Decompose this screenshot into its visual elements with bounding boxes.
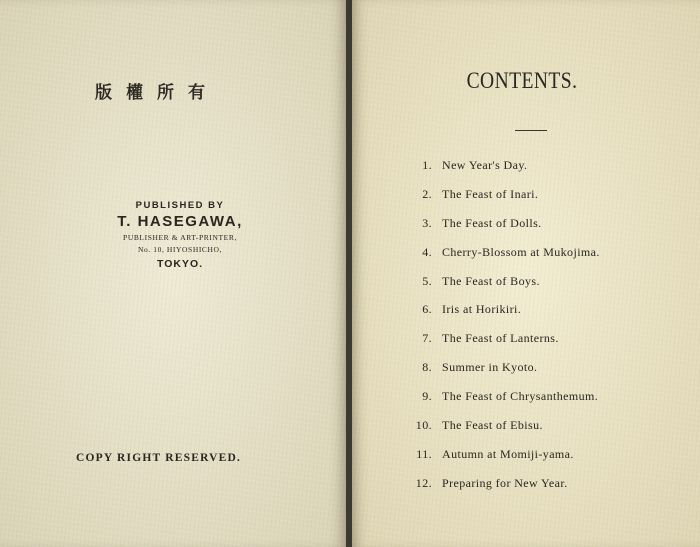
publisher-address: No. 10, HIYOSHICHO, xyxy=(137,245,223,254)
toc-entry xyxy=(407,360,697,389)
toc-entry xyxy=(407,389,697,418)
toc-entry xyxy=(407,158,697,187)
toc-entry-title: The Feast of Boys. xyxy=(442,273,540,288)
toc-entry xyxy=(407,476,697,505)
toc-entry xyxy=(407,245,697,274)
title-divider xyxy=(515,130,547,131)
table-of-contents xyxy=(407,158,697,505)
toc-entry xyxy=(407,187,697,216)
toc-entry-number: 3. xyxy=(422,215,432,230)
toc-entry-title: New Year's Day. xyxy=(442,158,528,172)
toc-entry-title: The Feast of Chrysanthemum. xyxy=(442,389,599,404)
toc-entry-title: Autumn at Momiji-yama. xyxy=(442,446,574,461)
toc-entry xyxy=(407,302,697,331)
publisher-block xyxy=(80,200,280,270)
toc-entry-number: 6. xyxy=(422,302,432,317)
toc-entry-number: 8. xyxy=(422,360,432,375)
toc-entry xyxy=(407,447,697,476)
copyright-japanese: 版權所有 xyxy=(95,83,219,103)
copyright-page xyxy=(0,0,346,547)
contents-page xyxy=(352,0,700,547)
contents-title: CONTENTS. xyxy=(466,68,578,93)
toc-entry-number: 5. xyxy=(422,273,432,288)
toc-entry-number: 1. xyxy=(422,158,432,172)
toc-entry-title: Cherry-Blossom at Mukojima. xyxy=(442,244,600,259)
toc-entry xyxy=(407,418,697,447)
toc-entry-title: Preparing for New Year. xyxy=(442,475,568,490)
copyright-notice: COPY RIGHT RESERVED. xyxy=(76,452,242,464)
toc-entry-number: 9. xyxy=(422,389,432,404)
toc-entry-title: The Feast of Dolls. xyxy=(442,215,542,230)
toc-entry-title: The Feast of Ebisu. xyxy=(442,418,543,433)
publisher-role: PUBLISHER & ART-PRINTER, xyxy=(123,233,237,242)
publisher-city: TOKYO. xyxy=(156,258,204,270)
toc-entry-title: Iris at Horikiri. xyxy=(442,302,522,317)
toc-entry xyxy=(407,331,697,360)
publisher-name: T. HASEGAWA, xyxy=(117,213,243,230)
toc-entry-title: Summer in Kyoto. xyxy=(442,360,538,375)
toc-entry-number: 2. xyxy=(422,186,432,201)
toc-entry-number: 10. xyxy=(415,418,432,433)
toc-entry-number: 4. xyxy=(422,244,432,259)
published-by-label: PUBLISHED BY xyxy=(135,200,225,211)
toc-entry-number: 7. xyxy=(422,331,432,346)
toc-entry xyxy=(407,216,697,245)
toc-entry xyxy=(407,274,697,303)
toc-entry-title: The Feast of Lanterns. xyxy=(442,331,559,346)
toc-entry-number: 11. xyxy=(416,446,432,461)
toc-entry-number: 12. xyxy=(415,475,432,490)
toc-entry-title: The Feast of Inari. xyxy=(442,186,539,201)
